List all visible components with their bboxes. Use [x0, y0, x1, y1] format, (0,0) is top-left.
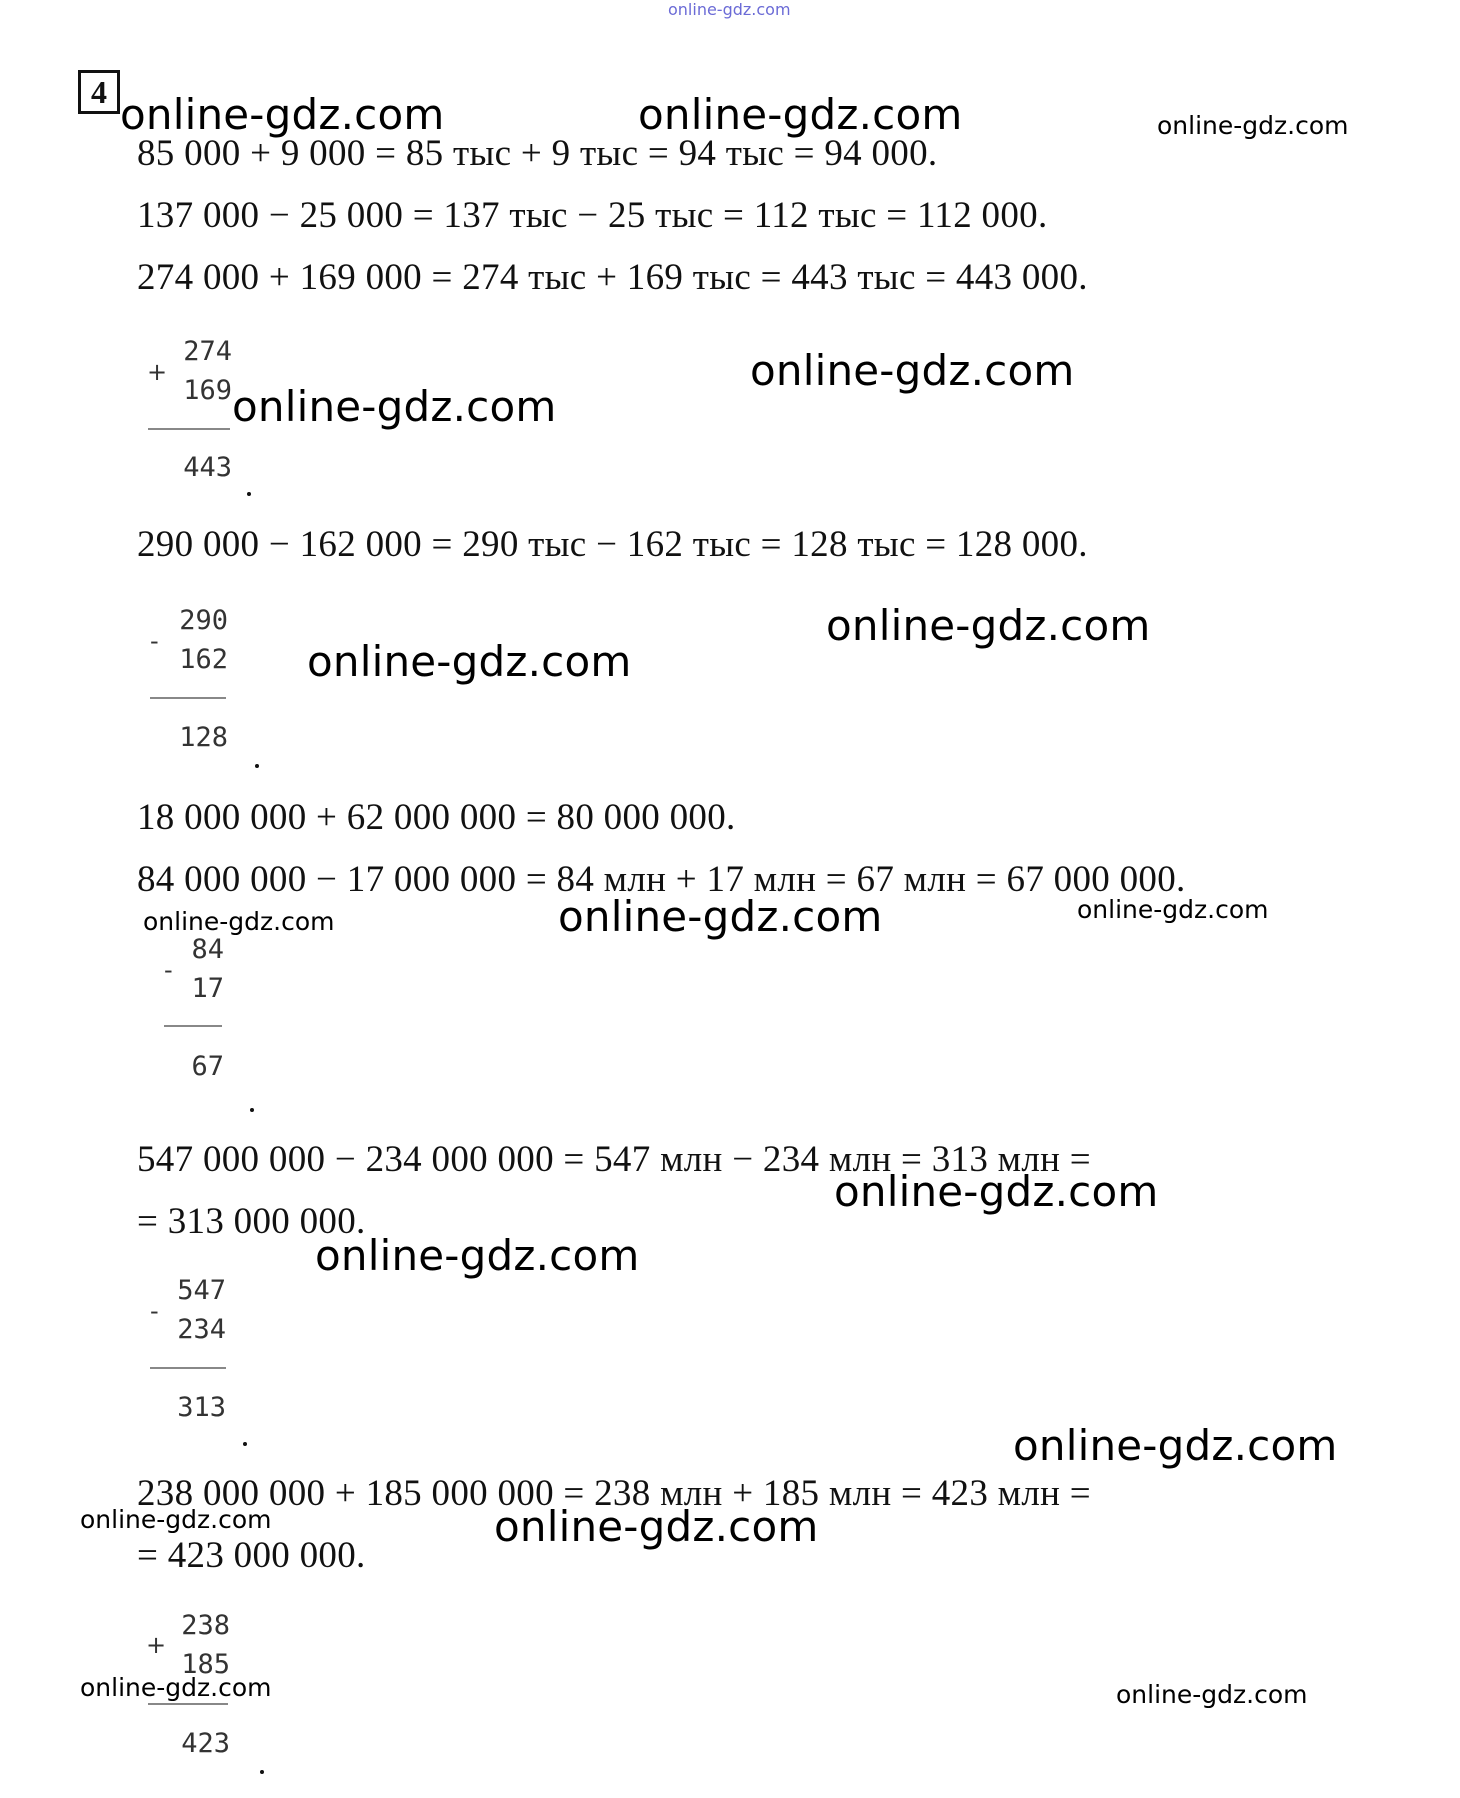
equation-line: 238 000 000 + 185 000 000 = 238 млн + 185 млн = 423 млн =	[137, 1473, 1091, 1514]
column-result: 313	[177, 1392, 226, 1423]
column-result: 67	[191, 1051, 224, 1082]
watermark: online-gdz.com	[638, 90, 963, 139]
column-sign: -	[164, 956, 173, 984]
watermark: online-gdz.com	[558, 892, 883, 941]
watermark: online-gdz.com	[143, 907, 335, 936]
watermark: online-gdz.com	[494, 1502, 819, 1551]
column-sign: -	[150, 1297, 159, 1325]
watermark: online-gdz.com	[315, 1231, 640, 1280]
dot	[255, 764, 259, 768]
column-top: 547	[177, 1275, 226, 1306]
top-watermark: online-gdz.com	[668, 0, 791, 19]
equation-line: = 423 000 000.	[137, 1535, 366, 1576]
task-number: 4	[78, 70, 120, 114]
equation-line: 18 000 000 + 62 000 000 = 80 000 000.	[137, 797, 736, 838]
column-result: 128	[179, 722, 228, 753]
watermark: online-gdz.com	[232, 382, 557, 431]
equation-line: 290 000 − 162 000 = 290 тыс − 162 тыс = 128 тыс = 128 000.	[137, 524, 1088, 565]
watermark: online-gdz.com	[750, 346, 1075, 395]
watermark: online-gdz.com	[120, 90, 445, 139]
watermark: online-gdz.com	[1116, 1680, 1308, 1709]
column-top: 290	[179, 605, 228, 636]
watermark: online-gdz.com	[1013, 1421, 1338, 1470]
dot	[250, 1108, 254, 1112]
equation-line: 137 000 − 25 000 = 137 тыс − 25 тыс = 112 тыс = 112 000.	[137, 195, 1048, 236]
column-divider	[148, 428, 230, 430]
column-bottom: 169	[183, 375, 232, 406]
column-bottom: 185	[181, 1649, 230, 1680]
equation-line: 274 000 + 169 000 = 274 тыс + 169 тыс = 443 тыс = 443 000.	[137, 257, 1088, 298]
dot	[260, 1770, 264, 1774]
watermark: online-gdz.com	[1077, 895, 1269, 924]
column-divider	[150, 1367, 226, 1369]
column-sign: +	[147, 358, 168, 386]
column-top: 84	[191, 934, 224, 965]
column-bottom: 17	[191, 973, 224, 1004]
column-divider	[164, 1025, 222, 1027]
equation-line: 85 000 + 9 000 = 85 тыс + 9 тыс = 94 тыс = 94 000.	[137, 133, 938, 174]
column-bottom: 234	[177, 1314, 226, 1345]
equation-line: 547 000 000 − 234 000 000 = 547 млн − 234 млн = 313 млн =	[137, 1139, 1091, 1180]
column-divider	[148, 1703, 228, 1705]
equation-line: 84 000 000 − 17 000 000 = 84 млн + 17 млн = 67 млн = 67 000 000.	[137, 859, 1186, 900]
column-top: 238	[181, 1610, 230, 1641]
watermark: online-gdz.com	[1157, 111, 1349, 140]
column-sign: +	[146, 1631, 167, 1659]
column-divider	[150, 697, 226, 699]
column-top: 274	[183, 336, 232, 367]
column-bottom: 162	[179, 644, 228, 675]
watermark: online-gdz.com	[307, 637, 632, 686]
watermark: online-gdz.com	[826, 601, 1151, 650]
watermark: online-gdz.com	[834, 1167, 1159, 1216]
column-result: 443	[183, 452, 232, 483]
dot	[243, 1442, 247, 1446]
dot	[247, 492, 251, 496]
column-sign: -	[150, 627, 159, 655]
watermark: online-gdz.com	[80, 1673, 272, 1702]
watermark: online-gdz.com	[80, 1505, 272, 1534]
column-result: 423	[181, 1728, 230, 1759]
equation-line: = 313 000 000.	[137, 1201, 366, 1242]
